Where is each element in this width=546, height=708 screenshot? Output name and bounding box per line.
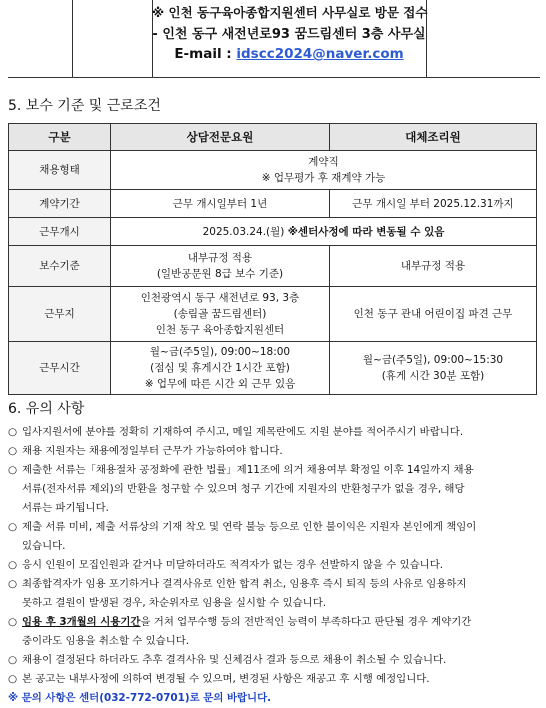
submission-info-cell	[152, 0, 427, 78]
bullet-icon: ○	[8, 616, 18, 628]
start-date-note: ※센터사정에 따라 변동될 수 있음	[287, 225, 445, 238]
cook-place: 인천 동구 관내 어린이집 파견 근무	[330, 287, 537, 342]
list-item: ○ 본 공고는 내부사정에 의하여 변경될 수 있으며, 변경된 사항은 재공고 후 시행 예정입니다.	[8, 670, 536, 689]
counselor-pay	[111, 246, 330, 287]
row-label: 계약기간	[9, 190, 111, 218]
bullet-icon: ○	[8, 673, 18, 685]
start-date: 2025.03.24.(월)	[202, 225, 285, 238]
list-item-cont: 서류(전자서류 제외)의 반환을 청구할 수 있으며 청구 기간에 지원자의 반환청구가 없을 경우, 해당	[22, 483, 465, 495]
table-row	[9, 151, 537, 190]
visit-submission-text: ※ 인천 동구육아종합지원센터 사무실로 방문 접수	[152, 5, 428, 20]
counselor-place-building: (송림골 꿈드림센터)	[173, 308, 267, 320]
section-5-title: 5. 보수 기준 및 근로조건	[8, 98, 161, 114]
bullet-icon: ○	[8, 559, 18, 571]
start-date-cell	[111, 218, 537, 246]
table-row	[9, 190, 537, 218]
office-address-text: - 인천 동구 새전년로93 꿈드림센터 3층 사무실	[152, 27, 426, 42]
counselor-pay-rule: 내부규정 적용	[187, 252, 253, 264]
row-label: 근무개시	[9, 218, 111, 246]
bullet-icon: ○	[8, 426, 18, 438]
list-item: ○ 제출한 서류는「채용절차 공정화에 관한 법률」제11조에 의거 채용여부 확정일 이후 14일까지 채용	[8, 461, 536, 480]
bullet-icon: ○	[8, 445, 18, 457]
header-cook: 대체조리원	[330, 124, 537, 151]
submission-info-table	[8, 0, 540, 78]
cook-hours-break: (휴게 시간 30분 포함)	[381, 370, 485, 382]
bullet-icon: ○	[8, 654, 18, 666]
list-item-cont: 있습니다.	[22, 540, 66, 552]
row-label: 근무시간	[9, 342, 111, 395]
list-item: ○ 최종합격자가 임용 포기하거나 결격사유로 인한 합격 취소, 임용후 즉시 퇴직 등의 사유로 임용하지	[8, 575, 536, 594]
email-link[interactable]: idscc2024@naver.com	[236, 46, 404, 62]
hire-type-value: 계약직	[308, 156, 339, 168]
hire-type-note: ※ 업무평가 후 재계약 가능	[261, 172, 386, 184]
notice-list	[8, 423, 536, 708]
bullet-icon: ○	[8, 578, 18, 590]
counselor-place-address: 인천광역시 동구 새전년로 93, 3층	[140, 292, 300, 304]
bullet-icon: ○	[8, 521, 18, 533]
counselor-place	[111, 287, 330, 342]
cook-hours	[330, 342, 537, 395]
counselor-period: 근무 개시일부터 1년	[111, 190, 330, 218]
list-item: ○ 채용 지원자는 채용예정일부터 근무가 가능하여야 합니다.	[8, 442, 536, 461]
email-line	[152, 46, 426, 62]
contact-note: ※ 문의 사항은 센터(032-772-0701)로 문의 바랍니다.	[8, 692, 272, 704]
table-row	[9, 218, 537, 246]
list-item: ○ 제출 서류 미비, 제출 서류상의 기재 착오 및 연락 불능 등으로 인한 불이익은 지원자 본인에게 책임이	[8, 518, 536, 537]
header-category: 구분	[9, 124, 111, 151]
hire-type-cell	[111, 151, 537, 190]
list-item: ○ 입사지원서에 분야를 정확히 기재하여 주시고, 메일 제목란에도 지원 분야를 적어주시기 바랍니다.	[8, 423, 536, 442]
counselor-hours	[111, 342, 330, 395]
counselor-place-center: 인천 동구 육아종합지원센터	[155, 324, 285, 336]
row-label: 보수기준	[9, 246, 111, 287]
counselor-hours-days: 월~금(주5일), 09:00~18:00	[149, 346, 291, 358]
divider	[8, 77, 540, 78]
list-item: ○ 임용 후 3개월의 시용기간을 거쳐 업무수행 등의 전반적인 능력이 부족하다고 판단될 경우 계약기간	[8, 613, 536, 632]
section-6-title: 6. 유의 사항	[8, 401, 85, 417]
table-row	[9, 246, 537, 287]
header-counselor: 상담전문요원	[111, 124, 330, 151]
cook-hours-days: 월~금(주5일), 09:00~15:30	[362, 354, 504, 366]
table-cell-blank	[8, 0, 73, 78]
counselor-pay-grade: (일반공문원 8급 보수 기준)	[156, 268, 284, 280]
cook-pay: 내부규정 적용	[330, 246, 537, 287]
email-label: E-mail :	[174, 46, 232, 62]
list-item-cont: 중이라도 임용을 취소할 수 있습니다.	[22, 635, 190, 647]
row-label: 채용형태	[9, 151, 111, 190]
table-cell-blank	[72, 0, 153, 78]
table-header-row	[9, 124, 537, 151]
bullet-icon: ○	[8, 464, 18, 476]
list-item-cont: 못하고 결원이 발생된 경우, 차순위자로 임용을 실시할 수 있습니다.	[22, 597, 327, 609]
probation-emphasis: 임용 후 3개월의 시용기간	[22, 616, 141, 628]
list-item: ○ 응시 인원이 모집인원과 같거나 미달하더라도 적격자가 없는 경우 선발하지 않을 수 있습니다.	[8, 556, 536, 575]
row-label: 근무지	[9, 287, 111, 342]
list-item: ○ 채용이 결정된다 하더라도 추후 결격사유 및 신체검사 결과 등으로 채용이 취소될 수 있습니다.	[8, 651, 536, 670]
list-item-cont: 서류는 파기됩니다.	[22, 502, 109, 514]
counselor-hours-break: (점심 및 휴게시간 1시간 포함)	[150, 362, 290, 374]
working-conditions-table	[8, 123, 537, 395]
table-row	[9, 287, 537, 342]
cook-period: 근무 개시일 부터 2025.12.31까지	[330, 190, 537, 218]
counselor-hours-overtime: ※ 업무에 따른 시간 외 근무 있음	[144, 378, 296, 390]
table-row	[9, 342, 537, 395]
